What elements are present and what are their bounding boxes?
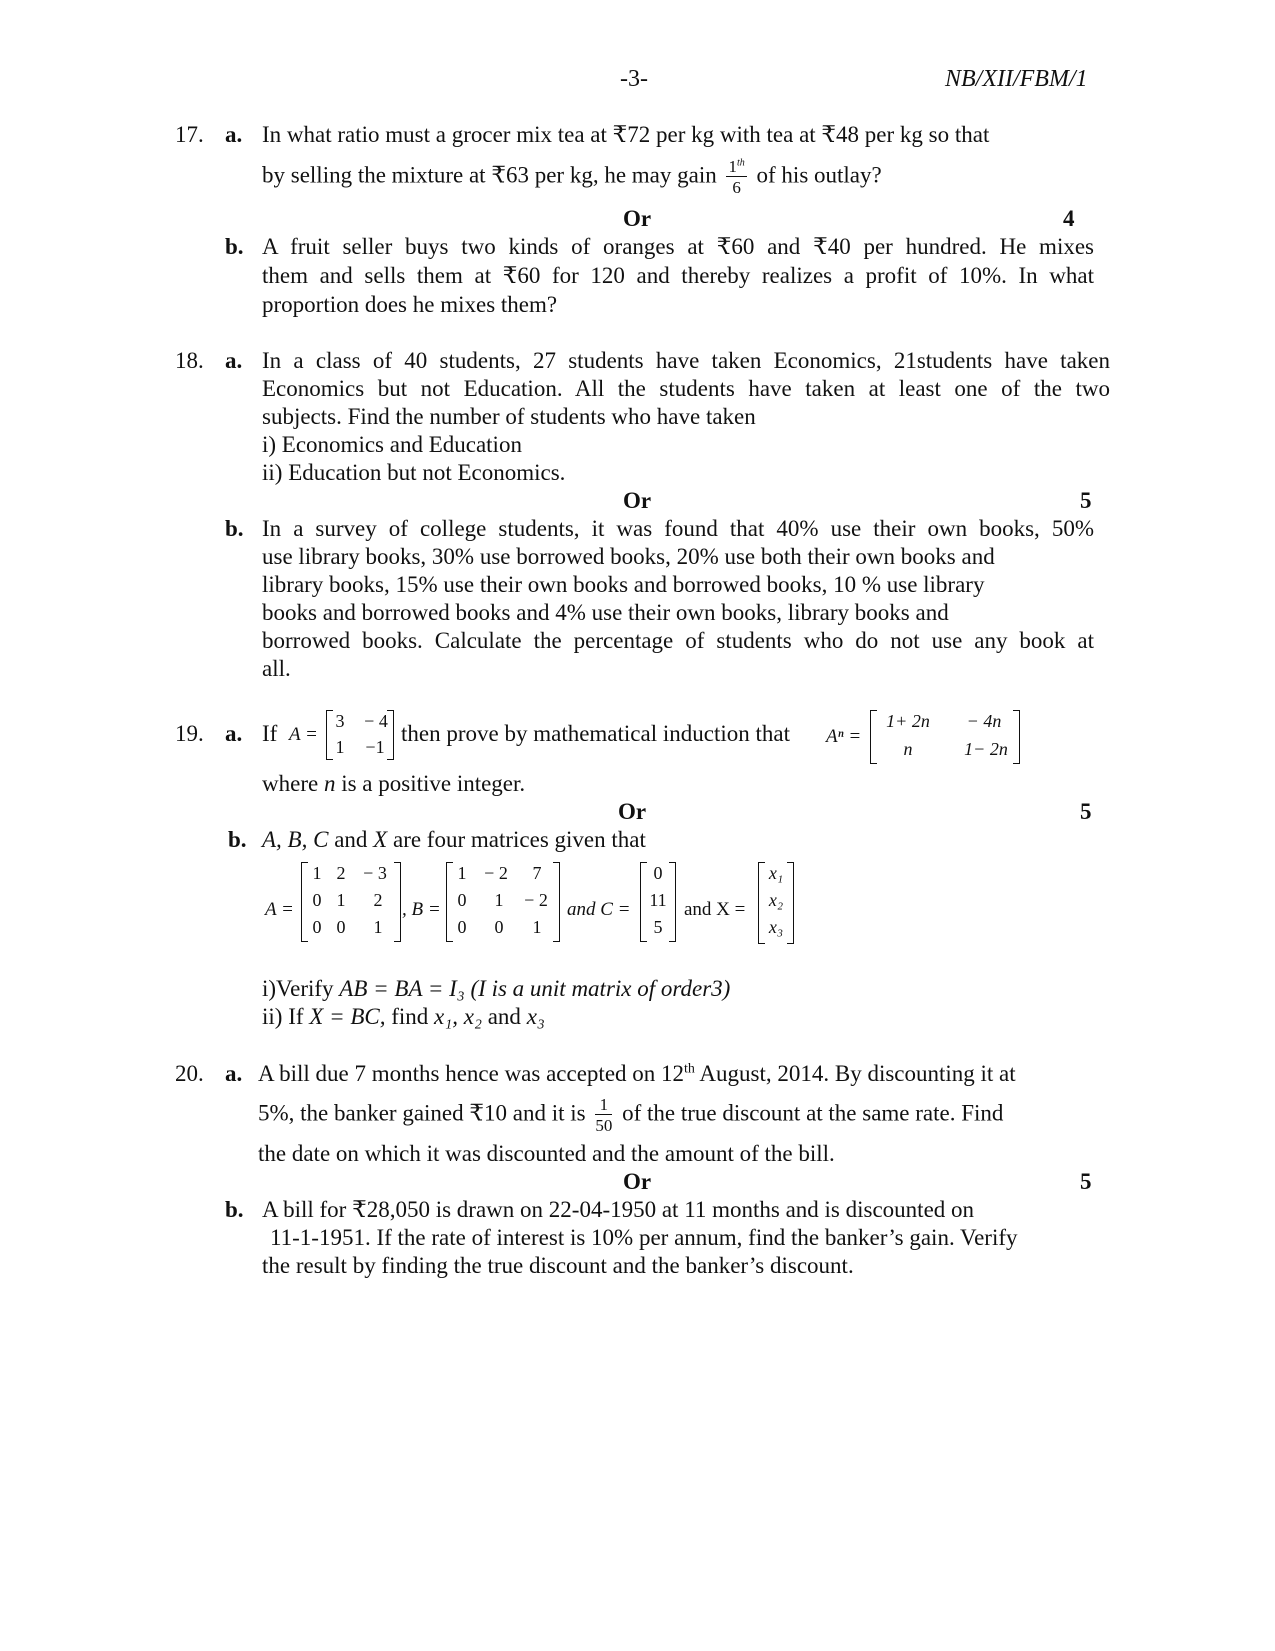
q19b-part-i-expr: AB = BA = I₃ (I is a unit matrix of order3) <box>339 976 731 1001</box>
matrix-cell: 1 <box>373 917 383 937</box>
q19-part-a-label: a. <box>225 721 243 746</box>
matrix-cell: 0 <box>336 917 346 937</box>
q19b-C-eq: and C = <box>567 899 631 920</box>
matrix-cell: 7 <box>532 863 542 883</box>
q19b-intro-X: X <box>373 827 388 852</box>
q17a-frac-num: 1 <box>728 157 737 176</box>
matrix-cell: 1− 2n <box>964 739 1008 759</box>
q18a-line2: Economics but not Education. All the students have taken at least one of the two <box>262 376 1110 401</box>
matrix-cell: 5 <box>653 917 663 937</box>
matrix-cell: 1 <box>532 917 542 937</box>
page-number: -3- <box>620 66 648 92</box>
q20a-line1 <box>258 1061 1016 1087</box>
q17b-line1: A fruit seller buys two kinds of oranges at ₹60 and ₹40 per hundred. He mixes <box>262 234 1094 259</box>
q19a-if: If <box>262 721 278 746</box>
q18b-line2: use library books, 30% use borrowed books, 20% use both their own books and <box>262 544 995 569</box>
q19b-part-i <box>262 976 730 1002</box>
q20a-line3: the date on which it was discounted and the amount of the bill. <box>258 1141 835 1166</box>
matrix-cell: 2 <box>336 863 346 883</box>
q19b-matrix-C <box>640 862 676 942</box>
q19b-part-ii-and: and <box>487 1004 521 1029</box>
q20a-line1-post: August, 2014. By discounting it at <box>699 1061 1016 1086</box>
q17b-line3: proportion does he mixes them? <box>262 292 558 317</box>
matrix-cell: x₂ <box>768 890 784 910</box>
matrix-cell: −1 <box>365 737 385 757</box>
q17-part-a-label: a. <box>225 122 243 147</box>
matrix-cell: 3 <box>335 711 345 731</box>
q17a-fraction <box>726 158 746 196</box>
q20a-fraction <box>595 1096 612 1134</box>
q18a-line4: i) Economics and Education <box>262 432 522 457</box>
question-number-18: 18. <box>175 348 204 373</box>
q19b-intro-vars: A, B, C <box>262 827 329 852</box>
q19b-part-ii <box>262 1004 545 1030</box>
bracket-right <box>394 862 401 942</box>
q17a-line2-post: of his outlay? <box>756 162 882 188</box>
q18b-line3: library books, 15% use their own books and borrowed books, 10 % use library <box>262 572 985 597</box>
q19b-part-ii-expr3: x₃ <box>526 1004 545 1029</box>
q20b-line3: the result by finding the true discount and the banker’s discount. <box>262 1253 854 1278</box>
q18-marks: 5 <box>1080 488 1092 513</box>
q18-or: Or <box>623 488 652 513</box>
q19b-X-eq: and X = <box>684 899 746 920</box>
q18b-line6: all. <box>262 656 291 681</box>
q18-part-b-label: b. <box>225 516 244 541</box>
matrix-cell: 11 <box>649 890 667 910</box>
q20a-line2 <box>258 1096 1003 1134</box>
q17a-line1: In what ratio must a grocer mix tea at ₹72 per kg with tea at ₹48 per kg so that <box>262 122 990 147</box>
q20-part-b-label: b. <box>225 1197 244 1222</box>
matrix-cell: n <box>903 739 913 759</box>
q18a-line1: In a class of 40 students, 27 students have taken Economics, 21students have taken <box>262 348 1110 373</box>
matrix-cell: 0 <box>457 917 467 937</box>
q17a-line2 <box>262 158 882 196</box>
q19b-matrix-X <box>758 862 794 944</box>
q17-part-b-label: b. <box>225 234 244 259</box>
q19b-intro-post: are four matrices given that <box>392 827 646 852</box>
matrix-cell: − 4 <box>364 711 388 731</box>
matrix-cell: 0 <box>312 890 322 910</box>
q20a-line1-sup: th <box>684 1061 695 1077</box>
question-number-19: 19. <box>175 721 204 746</box>
q19b-part-i-pre: i)Verify <box>262 976 334 1001</box>
q17-or: Or <box>623 206 652 231</box>
matrix-cell: 1 <box>457 863 467 883</box>
q17a-frac-den: 6 <box>732 178 741 197</box>
q20-part-a-label: a. <box>225 1061 243 1086</box>
q17a-frac-sup: th <box>736 157 745 169</box>
q19a-line2-post: is a positive integer. <box>341 771 526 796</box>
matrix-cell: 1+ 2n <box>886 711 930 731</box>
q19b-part-ii-expr2: x₁, x₂ <box>434 1004 482 1029</box>
matrix-cell: x₁ <box>768 863 784 883</box>
q19b-part-ii-pre: ii) If <box>262 1004 304 1029</box>
matrix-cell: 0 <box>457 890 467 910</box>
q19a-line2 <box>262 771 525 797</box>
q18a-line5: ii) Education but not Economics. <box>262 460 566 485</box>
q20b-line2: 11-1-1951. If the rate of interest is 10% per annum, find the banker’s gain. Verify <box>270 1225 1018 1250</box>
q19a-middle-text: then prove by mathematical induction that <box>401 721 790 746</box>
matrix-cell: − 3 <box>363 863 387 883</box>
q19a-matrix-A <box>326 710 394 760</box>
q19a-matrix-An <box>870 710 1020 764</box>
question-number-20: 20. <box>175 1061 204 1086</box>
matrix-cell: 1 <box>336 890 346 910</box>
q18b-line5: borrowed books. Calculate the percentage of students who do not use any book at <box>262 628 1094 653</box>
q19b-A-eq: A = <box>265 899 294 920</box>
matrix-cell: 1 <box>312 863 322 883</box>
matrix-cell: − 4n <box>966 711 1002 731</box>
q20a-frac-den: 50 <box>595 1116 613 1135</box>
question-number-17: 17. <box>175 122 204 147</box>
q18-part-a-label: a. <box>225 348 243 373</box>
matrix-cell: 1 <box>335 737 345 757</box>
q20a-frac-num: 1 <box>595 1096 612 1115</box>
q19a-A-eq: A = <box>289 724 318 745</box>
matrix-cell: 2 <box>373 890 383 910</box>
q19b-intro <box>262 827 646 853</box>
matrix-cell: − 2 <box>484 863 508 883</box>
q20b-line1: A bill for ₹28,050 is drawn on 22-04-1950 at 11 months and is discounted on <box>262 1197 975 1222</box>
q17b-line2: them and sells them at ₹60 for 120 and thereby realizes a profit of 10%. In what <box>262 263 1094 288</box>
q19-marks: 5 <box>1080 799 1092 824</box>
paper-code: NB/XII/FBM/1 <box>945 66 1088 92</box>
matrix-cell: 0 <box>653 863 663 883</box>
q19a-line2-pre: where <box>262 771 319 796</box>
matrix-cell: 1 <box>494 890 504 910</box>
q19b-intro-and: and <box>334 827 368 852</box>
q17a-line2-text: by selling the mixture at ₹63 per kg, he may gain <box>262 162 717 188</box>
q18a-line3: subjects. Find the number of students who have taken <box>262 404 756 429</box>
q19b-part-ii-expr1: X = BC, <box>309 1004 386 1029</box>
q19a-An-eq: Aⁿ = <box>826 726 862 747</box>
q17-marks: 4 <box>1063 206 1075 231</box>
q20-or: Or <box>623 1169 652 1194</box>
q19a-line2-var: n <box>323 771 336 796</box>
q19-part-b-label: b. <box>228 827 247 852</box>
q19b-part-ii-mid: find <box>391 1004 429 1029</box>
matrix-cell: − 2 <box>524 890 548 910</box>
q19b-B-eq: , B = <box>402 899 441 920</box>
q18b-line4: books and borrowed books and 4% use their own books, library books and <box>262 600 949 625</box>
matrix-cell: 0 <box>312 917 322 937</box>
q20a-line2-post: of the true discount at the same rate. Find <box>622 1100 1004 1126</box>
q20a-line2-pre: 5%, the banker gained ₹10 and it is <box>258 1100 586 1126</box>
q19-or: Or <box>618 799 647 824</box>
q20-marks: 5 <box>1080 1169 1092 1194</box>
q19b-matrix-B <box>446 862 560 942</box>
matrix-cell: x₃ <box>768 917 784 937</box>
q20a-line1-pre: A bill due 7 months hence was accepted on 12 <box>258 1061 685 1086</box>
matrix-cell: 0 <box>494 917 504 937</box>
q19b-matrix-A <box>301 862 401 942</box>
q18b-line1: In a survey of college students, it was found that 40% use their own books, 50% <box>262 516 1094 541</box>
